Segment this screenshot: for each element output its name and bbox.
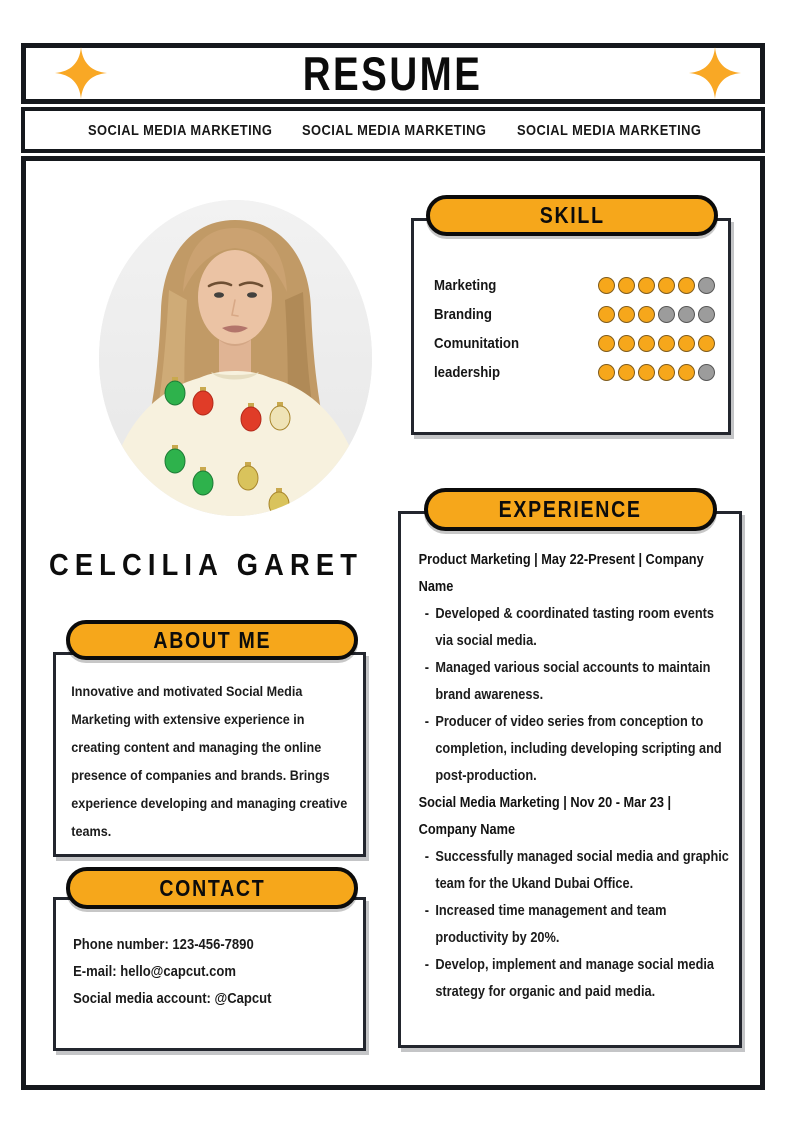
job-title: Product Marketing | May 22-Present | Company Name <box>418 552 704 595</box>
profile-name: CELCILIA GARET <box>48 547 364 582</box>
page-title: RESUME <box>303 47 483 100</box>
profile-photo <box>99 200 372 516</box>
contact-social: Social media account: @Capcut <box>73 991 272 1007</box>
sparkle-icon <box>55 46 107 100</box>
banner-item: SOCIAL MEDIA MARKETING <box>88 121 273 139</box>
skill-row <box>434 358 715 387</box>
job-bullet: - Develop, implement and manage social media strategy for organic and paid media. <box>425 952 732 1006</box>
skill-dot-empty <box>658 306 675 323</box>
dash-bullet-marker: - <box>424 903 430 919</box>
skill-dot-filled <box>618 277 635 294</box>
skill-rating-dots <box>595 277 715 294</box>
skill-dot-filled <box>698 335 715 352</box>
skill-dot-filled <box>618 335 635 352</box>
contact-email: E-mail: hello@capcut.com <box>73 964 236 980</box>
skill-dot-filled <box>598 306 615 323</box>
dash-bullet-marker: - <box>424 714 430 730</box>
skill-label: leadership <box>434 364 501 381</box>
experience-job <box>419 790 732 1006</box>
job-bullet: - Developed & coordinated tasting room events via social media. <box>425 601 732 655</box>
skill-dot-filled <box>658 364 675 381</box>
job-bullet: - Successfully managed social media and graphic team for the Ukand Dubai Office. <box>425 844 732 898</box>
skill-dot-filled <box>678 364 695 381</box>
skill-dot-filled <box>638 364 655 381</box>
skill-dot-filled <box>638 335 655 352</box>
skill-dot-filled <box>598 277 615 294</box>
banner-item: SOCIAL MEDIA MARKETING <box>516 121 702 139</box>
contact-phone: Phone number: 123-456-7890 <box>73 937 254 953</box>
job-bullet: - Increased time management and team productivity by 20%. <box>425 898 732 952</box>
about-text: Innovative and motivated Social Media Marketing with extensive experience in creating content and managing the online presence of companies and brands. Brings experience developing and managing creative teams. <box>71 683 348 839</box>
skill-row <box>434 300 715 329</box>
skill-dot-filled <box>678 277 695 294</box>
skill-rating-dots <box>595 335 715 352</box>
about-heading: ABOUT ME <box>153 626 271 653</box>
contact-section-box <box>53 897 366 1051</box>
skill-rating-dots <box>595 364 715 381</box>
skill-dot-filled <box>658 277 675 294</box>
skill-heading: SKILL <box>539 202 605 228</box>
skill-label: Branding <box>434 306 492 323</box>
job-title: Social Media Marketing | Nov 20 - Mar 23 | Company Name <box>418 795 672 838</box>
banner-item: SOCIAL MEDIA MARKETING <box>302 121 487 139</box>
skill-dot-filled <box>618 306 635 323</box>
dash-bullet-marker: - <box>424 957 430 973</box>
experience-heading: EXPERIENCE <box>498 496 643 522</box>
experience-job <box>419 547 732 790</box>
resume-title-frame <box>21 43 765 104</box>
experience-section-box <box>398 511 742 1048</box>
skill-dot-filled <box>658 335 675 352</box>
skill-dot-filled <box>598 335 615 352</box>
skill-row <box>434 329 715 358</box>
skill-section-box <box>411 218 731 435</box>
skill-section-header <box>426 195 718 236</box>
job-bullet: - Managed various social accounts to maintain brand awareness. <box>425 655 732 709</box>
skill-dot-empty <box>678 306 695 323</box>
skill-dot-filled <box>638 306 655 323</box>
skill-rating-dots <box>595 306 715 323</box>
skill-dot-filled <box>638 277 655 294</box>
skill-dot-filled <box>618 364 635 381</box>
experience-section-header <box>424 488 717 531</box>
skill-label: Comunitation <box>434 335 520 352</box>
skill-dot-empty <box>698 277 715 294</box>
skill-row <box>434 271 715 300</box>
about-section-header <box>66 620 358 660</box>
contact-section-header <box>66 867 358 909</box>
job-bullet: - Producer of video series from conception to completion, including developing scripting and post-production. <box>425 709 732 790</box>
skill-dot-filled <box>678 335 695 352</box>
sparkle-icon <box>689 46 741 100</box>
about-section-box <box>53 652 366 857</box>
dash-bullet-marker: - <box>424 849 430 865</box>
dash-bullet-marker: - <box>424 606 430 622</box>
skill-dot-filled <box>598 364 615 381</box>
skill-label: Marketing <box>434 277 497 294</box>
dash-bullet-marker: - <box>424 660 430 676</box>
banner-bar <box>21 107 765 153</box>
skill-dot-empty <box>698 306 715 323</box>
contact-heading: CONTACT <box>158 874 266 901</box>
skill-dot-empty <box>698 364 715 381</box>
woman-portrait-illustration <box>99 200 372 516</box>
